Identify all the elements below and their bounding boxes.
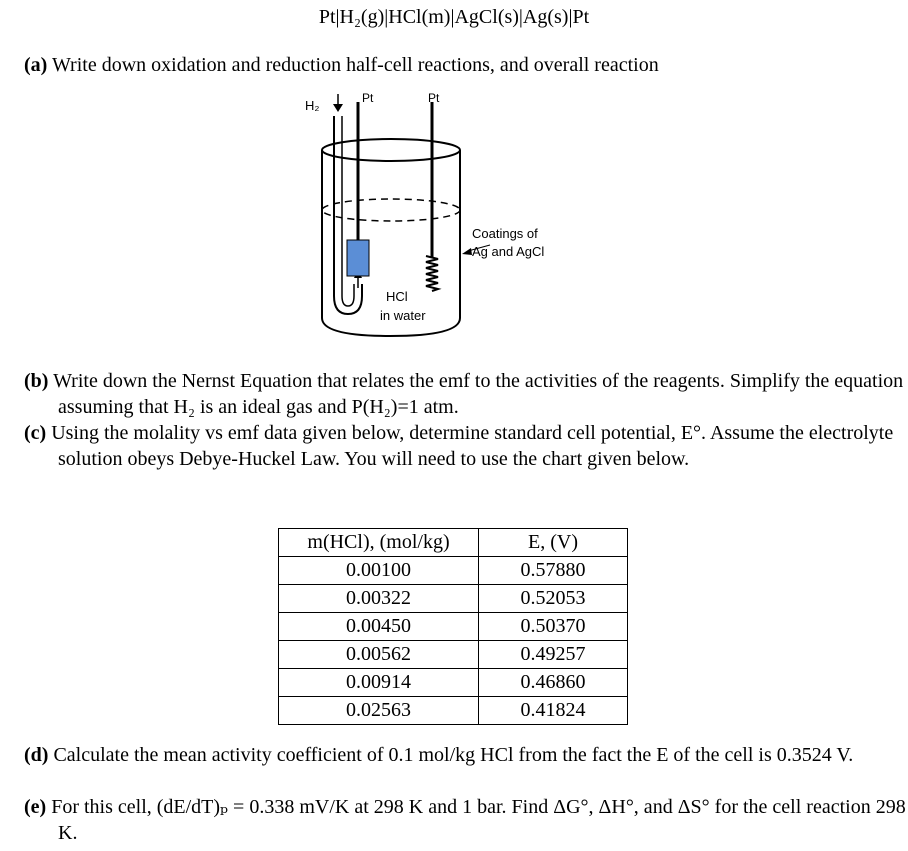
- table-row: [279, 641, 628, 669]
- pt-plate: [347, 240, 369, 276]
- coating-arrow-icon: [462, 248, 472, 255]
- ag-agcl-coil: [426, 256, 438, 291]
- table-row: [279, 613, 628, 641]
- table-row: [279, 557, 628, 585]
- molality-cell: 0.00100: [279, 557, 479, 585]
- molality-cell: 0.00914: [279, 669, 479, 697]
- molality-cell: 0.00322: [279, 585, 479, 613]
- h2-inlet-arrow-icon: [333, 104, 343, 112]
- emf-cell: 0.46860: [479, 669, 628, 697]
- table-row: [279, 697, 628, 725]
- question-c-label: (c): [24, 422, 47, 444]
- pt-label-left: Pt: [362, 91, 374, 105]
- molality-cell: 0.00562: [279, 641, 479, 669]
- column-header-emf: E, (V): [479, 529, 628, 557]
- question-d-text: Calculate the mean activity coefficient of 0.1 mol/kg HCl from the fact the E of the cell is 0.3524 V.: [53, 744, 854, 766]
- question-e-label: (e): [24, 796, 47, 818]
- question-b: [24, 368, 908, 420]
- table-row: [279, 585, 628, 613]
- question-a-text: Write down oxidation and reduction half-cell reactions, and overall reaction: [51, 54, 659, 76]
- h2-label: H₂: [305, 98, 320, 113]
- molality-cell: 0.02563: [279, 697, 479, 725]
- emf-cell: 0.49257: [479, 641, 628, 669]
- cell-notation-title: Pt|H₂(g)|HCl(m)|AgCl(s)|Ag(s)|Pt: [318, 6, 590, 28]
- question-d: [24, 742, 908, 768]
- pt-label-right: Pt: [428, 91, 440, 105]
- question-b-label: (b): [24, 370, 49, 392]
- question-a-label: (a): [24, 54, 48, 76]
- coatings-label-line1: Coatings of: [472, 226, 538, 241]
- cell-diagram: [290, 88, 580, 343]
- question-e-text: For this cell, (dE/dT)ₚ = 0.338 mV/K at 298 K and 1 bar. Find ΔG°, ΔH°, and ΔS° for the cell reaction 298 K.: [51, 796, 906, 844]
- emf-cell: 0.41824: [479, 697, 628, 725]
- table-row: [279, 669, 628, 697]
- column-header-molality: m(HCl), (mol/kg): [279, 529, 479, 557]
- question-b-text: Write down the Nernst Equation that relates the emf to the activities of the reagents. Simplify the equation assuming that H₂ is an ideal gas and P(H₂)=1 atm.: [53, 370, 904, 418]
- molality-emf-table: [278, 528, 628, 725]
- question-c-text: Using the molality vs emf data given below, determine standard cell potential, E°. Assume the electrolyte solution obeys Debye-Huckel Law. You will need to use the chart given below.: [51, 422, 894, 470]
- question-a: [24, 52, 659, 78]
- hcl-label-line2: in water: [380, 308, 426, 323]
- question-c: [24, 420, 908, 472]
- emf-cell: 0.50370: [479, 613, 628, 641]
- emf-cell: 0.52053: [479, 585, 628, 613]
- question-d-label: (d): [24, 744, 49, 766]
- question-e: [24, 794, 908, 846]
- coatings-label-line2: Ag and AgCl: [472, 244, 545, 259]
- table-header-row: [279, 529, 628, 557]
- emf-cell: 0.57880: [479, 557, 628, 585]
- hcl-label-line1: HCl: [386, 289, 408, 304]
- molality-cell: 0.00450: [279, 613, 479, 641]
